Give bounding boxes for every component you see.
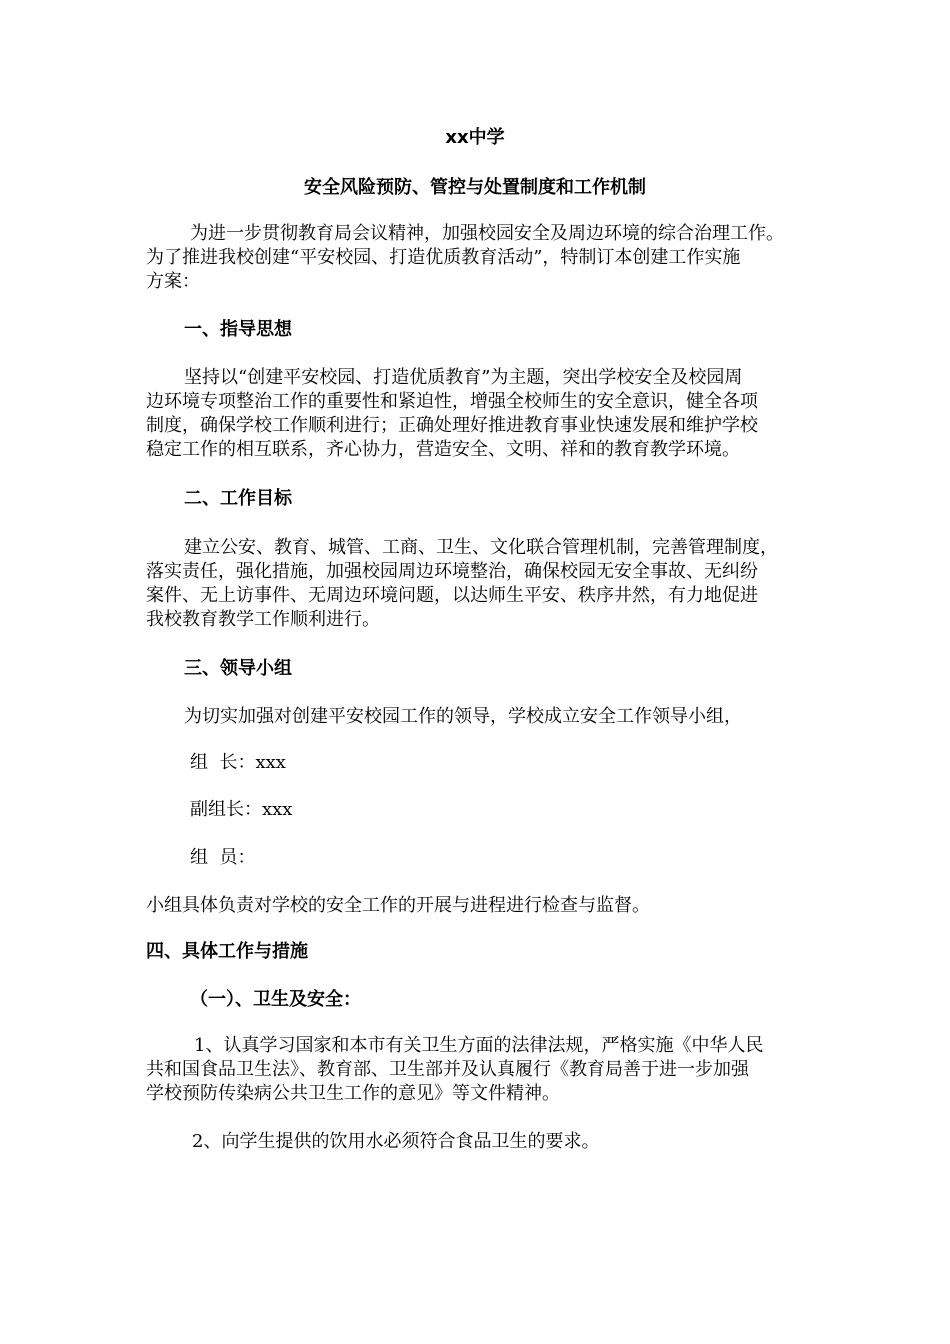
body-line: 学校预防传染病公共卫生工作的意见》等文件精神。 — [146, 1083, 560, 1104]
section-2-heading: 二、工作目标 — [184, 488, 292, 509]
section-1-heading: 一、指导思想 — [184, 319, 292, 340]
members-line: 组 员： — [190, 847, 256, 868]
leader-line: 组 长：xxx — [190, 752, 286, 773]
group-duty-line: 小组具体负责对学校的安全工作的开展与进程进行检查与监督。 — [146, 895, 650, 916]
document-title: 安全风险预防、管控与处置制度和工作机制 — [304, 177, 646, 198]
school-name: xx中学 — [445, 127, 505, 148]
body-line: 边环境专项整治工作的重要性和紧迫性，增强全校师生的安全意识，健全各项 — [146, 391, 758, 412]
item-1-paragraph — [146, 1034, 826, 1106]
deputy-leader-line: 副组长：xxx — [190, 799, 293, 820]
intro-line: 为了推进我校创建“平安校园、打造优质教育活动”，特制订本创建工作实施 — [146, 247, 741, 268]
section-1-body — [146, 366, 826, 462]
section-2-body — [146, 536, 826, 632]
body-line: 建立公安、教育、城管、工商、卫生、文化联合管理机制，完善管理制度， — [184, 537, 778, 558]
body-line: 落实责任，强化措施，加强校园周边环境整治，确保校园无安全事故、无纠纷 — [146, 561, 758, 582]
section-3-heading: 三、领导小组 — [184, 658, 292, 679]
body-line: 共和国食品卫生法》、教育部、卫生部并及认真履行《教育局善于进一步加强 — [146, 1059, 749, 1080]
intro-paragraph — [146, 222, 826, 294]
body-line: 稳定工作的相互联系，齐心协力，营造安全、文明、祥和的教育教学环境。 — [146, 439, 740, 460]
intro-line: 方案： — [146, 271, 200, 292]
body-line: 案件、无上访事件、无周边环境问题，以达师生平安、秩序井然，有力地促进 — [146, 585, 758, 606]
body-line: 坚持以“创建平安校园、打造优质教育”为主题，突出学校安全及校园周 — [184, 367, 743, 388]
body-line: 制度，确保学校工作顺利进行；正确处理好推进教育事业快速发展和维护学校 — [146, 415, 758, 436]
subsection-1-heading: （一）、卫生及安全： — [190, 989, 361, 1010]
section-4-heading: 四、具体工作与措施 — [146, 941, 308, 962]
body-line: 我校教育教学工作顺利进行。 — [146, 609, 380, 630]
section-3-intro: 为切实加强对创建平安校园工作的领导，学校成立安全工作领导小组， — [184, 706, 742, 727]
body-line: 1、认真学习国家和本市有关卫生方面的法律法规，严格实施《中华人民 — [194, 1035, 764, 1056]
intro-line: 为进一步贯彻教育局会议精神，加强校园安全及周边环境的综合治理工作。 — [190, 223, 784, 244]
item-2-line: 2、向学生提供的饮用水必须符合食品卫生的要求。 — [192, 1131, 600, 1152]
